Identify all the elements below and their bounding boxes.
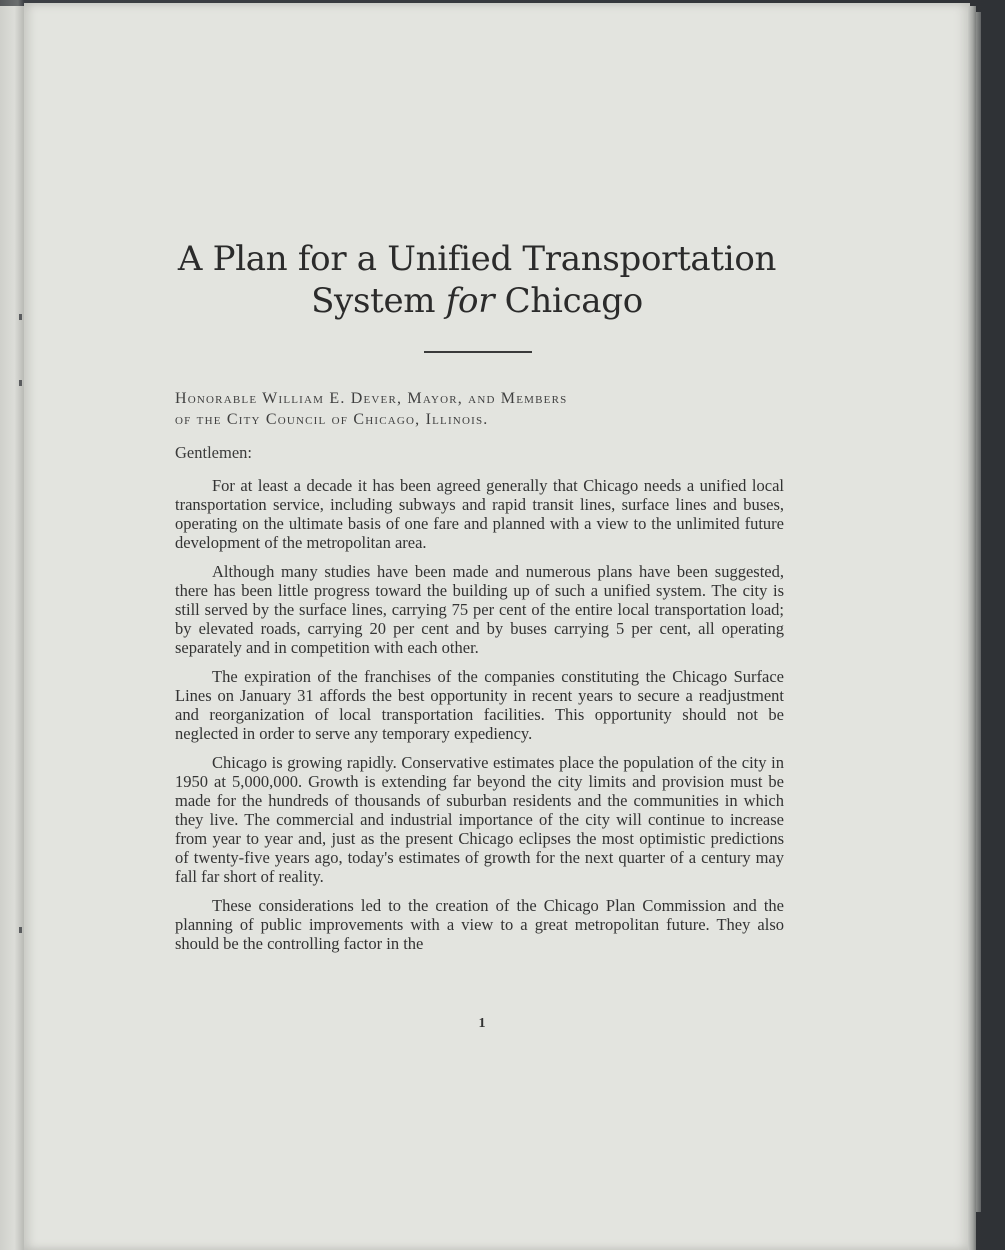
- title-line-2: [24, 280, 930, 322]
- page-number: 1: [478, 1016, 486, 1031]
- title-line-2-end: Chicago: [494, 281, 643, 321]
- page-stack-edge-shadow: [976, 12, 981, 1212]
- address-line-2: of the City Council of Chicago, Illinois.: [175, 411, 489, 428]
- body-paragraph: The expiration of the franchises of the companies constituting the Chicago Surface Lines on January 31 affords the best opportunity in recent years to secure a readjustment and reorganization of local transportation facilities. This opportunity should not be neglected in order to serve any temporary expediency.: [175, 667, 784, 743]
- facing-page-edge: [0, 6, 24, 1250]
- letter-salutation: Gentlemen:: [175, 443, 252, 462]
- body-paragraph: Chicago is growing rapidly. Conservative estimates place the population of the city in 1950 at 5,000,000. Growth is extending far beyond the city limits and provision must be made for the hundreds of thousands of suburban residents and the communities in which they live. The commercial and industrial importance of the city will continue to increase from year to year and, just as the present Chicago eclipses the most optimistic predictions of twenty-five years ago, today's estimates of growth for the next quarter of a century may fall far short of reality.: [175, 753, 784, 886]
- page-mark: [19, 927, 22, 933]
- body-paragraph: Although many studies have been made and numerous plans have been suggested, there has been little progress toward the building up of such a unified system. The city is still served by the surface lines, carrying 75 per cent of the entire local transportation load; by elevated roads, carrying 20 per cent and by buses carrying 5 per cent, all operating separately and in competition with each other.: [175, 562, 784, 657]
- body-paragraph: For at least a decade it has been agreed generally that Chicago needs a unified local transportation service, including subways and rapid transit lines, surface lines and buses, operating on the ultimate basis of one fare and planned with a view to the unlimited future development of the metropolitan area.: [175, 476, 784, 552]
- title-divider: [424, 351, 532, 353]
- letter-body: [175, 476, 784, 963]
- title-italic-word: for: [445, 281, 495, 321]
- title-line-1: A Plan for a Unified Transportation: [177, 239, 777, 279]
- title-line-2-start: System: [311, 281, 446, 321]
- page-mark: [19, 380, 22, 386]
- body-paragraph: These considerations led to the creation of the Chicago Plan Commission and the planning of public improvements with a view to a great metropolitan future. They also should be the controlling factor in the: [175, 896, 784, 953]
- letter-address: [175, 388, 795, 430]
- document-title: [24, 238, 930, 322]
- page-mark: [19, 314, 22, 320]
- page-stack-edge: [968, 6, 976, 1250]
- address-line-1: Honorable William E. Dever, Mayor, and Members: [175, 390, 568, 407]
